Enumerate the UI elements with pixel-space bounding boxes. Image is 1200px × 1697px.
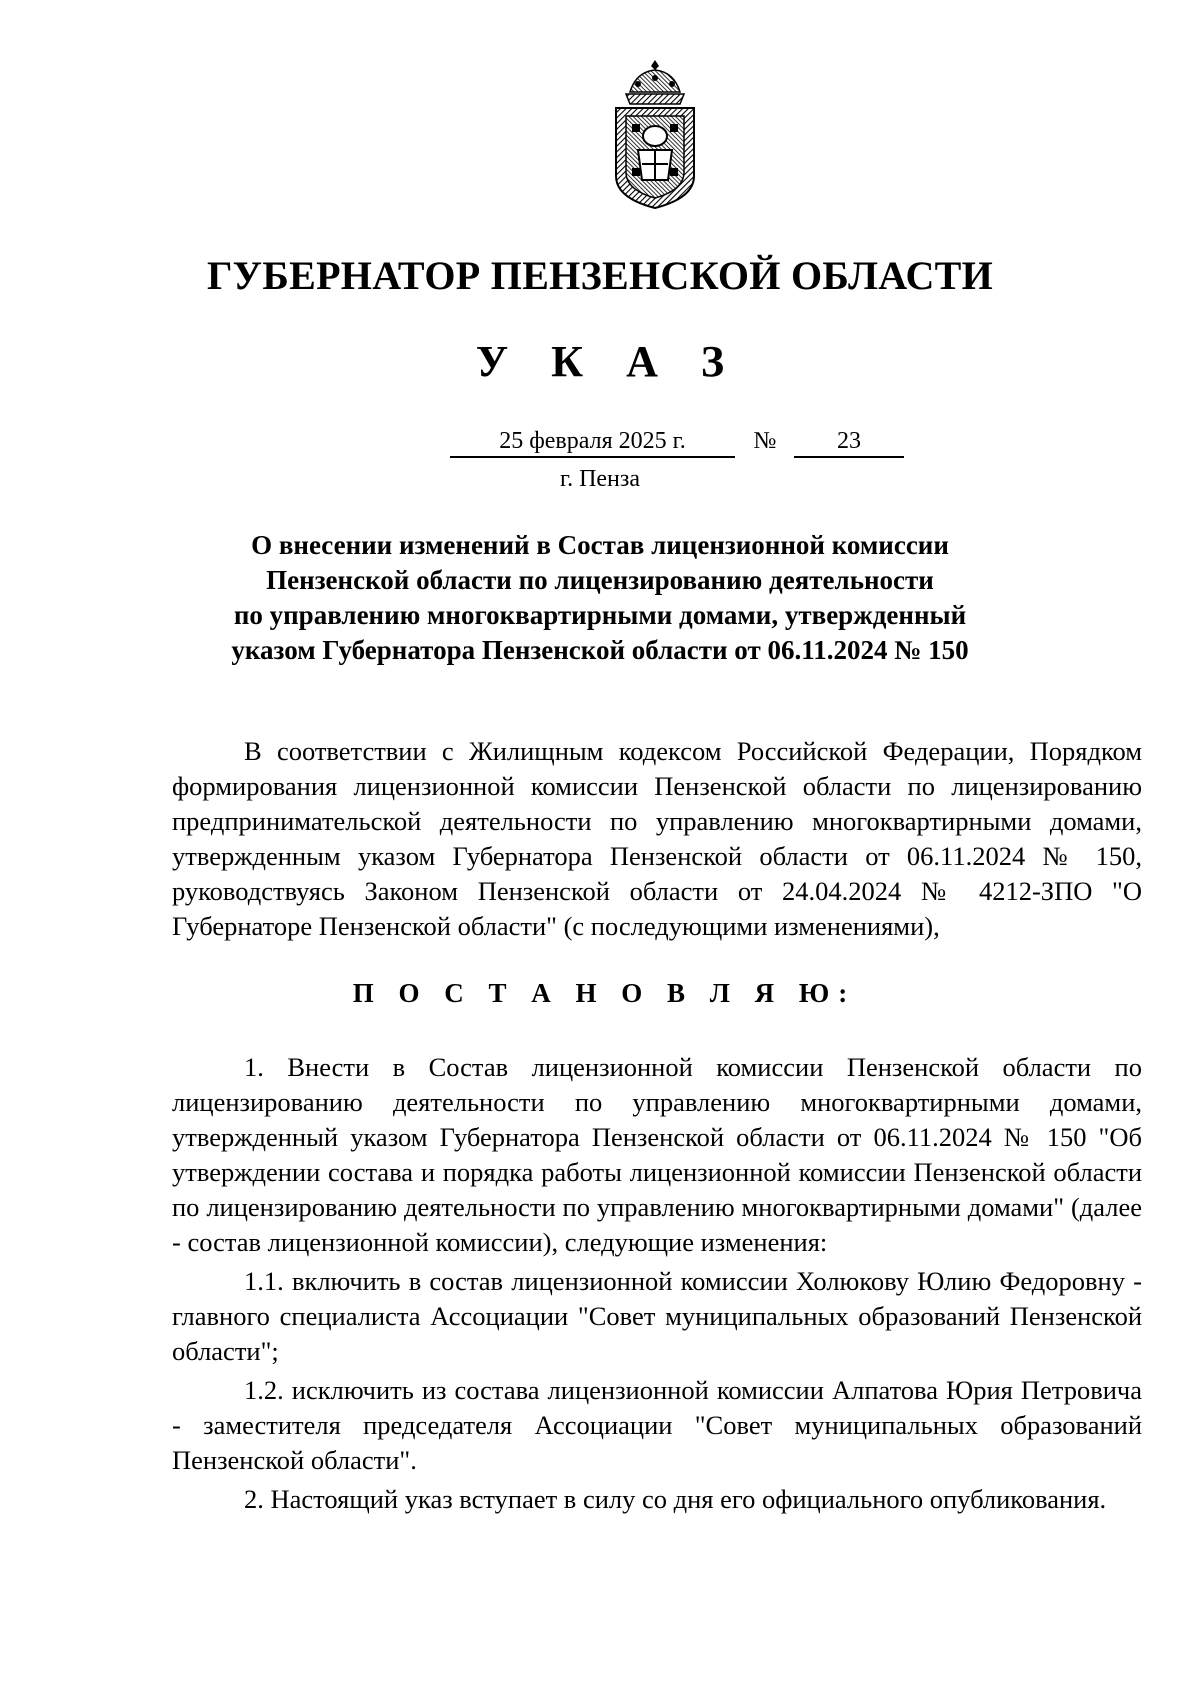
title-line: Пензенской области по лицензированию деятельности — [266, 565, 934, 595]
number-sign: № — [753, 428, 777, 454]
decree-item: 2. Настоящий указ вступает в силу со дня его официального опубликования. — [244, 1484, 1107, 1514]
decree-item: 1. Внести в Состав лицензионной комиссии Пензенской области по лицензированию деятельности по управлению многоквартирными домами, утвержденный указом Губернатора Пензенской области от 06.11.2024 № 150 "Об утверждении состава и порядка работы лицензионной комиссии Пензенской области по лицензированию деятельности по управлению многоквартирными домами" (далее - состав лицензионной комиссии), следующие изменения: — [172, 1052, 1142, 1257]
preamble-paragraph: В соответствии с Жилищным кодексом Российской Федерации, Порядком формирования лицензионной комиссии Пензенской области по лицензированию предпринимательской деятельности по управлению многоквартирными домами, утвержденным указом Губернатора Пензенской области от 06.11.2024 № 150, руководствуясь Законом Пензенской области от 24.04.2024 № 4212-ЗПО "О Губернаторе Пензенской области" (с последующими изменениями), — [172, 736, 1142, 941]
title-line: по управлению многоквартирными домами, утвержденный — [233, 600, 967, 630]
decree-items — [172, 1050, 1142, 1521]
document-number: 23 — [794, 426, 904, 458]
coat-of-arms-icon — [608, 58, 702, 212]
preamble-section — [172, 734, 1142, 944]
title-line: указом Губернатора Пензенской области от 06.11.2024 № 150 — [231, 635, 969, 665]
document-type: У К А З — [475, 337, 741, 386]
decree-item: 1.2. исключить из состава лицензионной комиссии Алпатова Юрия Петровича - заместителя председателя Ассоциации "Совет муниципальных образований Пензенской области". — [172, 1375, 1142, 1475]
issue-city: г. Пенза — [559, 466, 641, 492]
title-line: О внесении изменений в Состав лицензионной комиссии — [251, 530, 949, 560]
document-title — [220, 528, 980, 668]
document-date: 25 февраля 2025 г. — [450, 426, 735, 458]
date-number-line — [450, 426, 900, 456]
issuing-authority: ГУБЕРНАТОР ПЕНЗЕНСКОЙ ОБЛАСТИ — [206, 253, 994, 298]
decree-item: 1.1. включить в состав лицензионной комиссии Холюкову Юлию Федоровну - главного специалиста Ассоциации "Совет муниципальных образований Пензенской области"; — [172, 1266, 1142, 1366]
decree-heading: П О С Т А Н О В Л Я Ю: — [352, 978, 857, 1008]
